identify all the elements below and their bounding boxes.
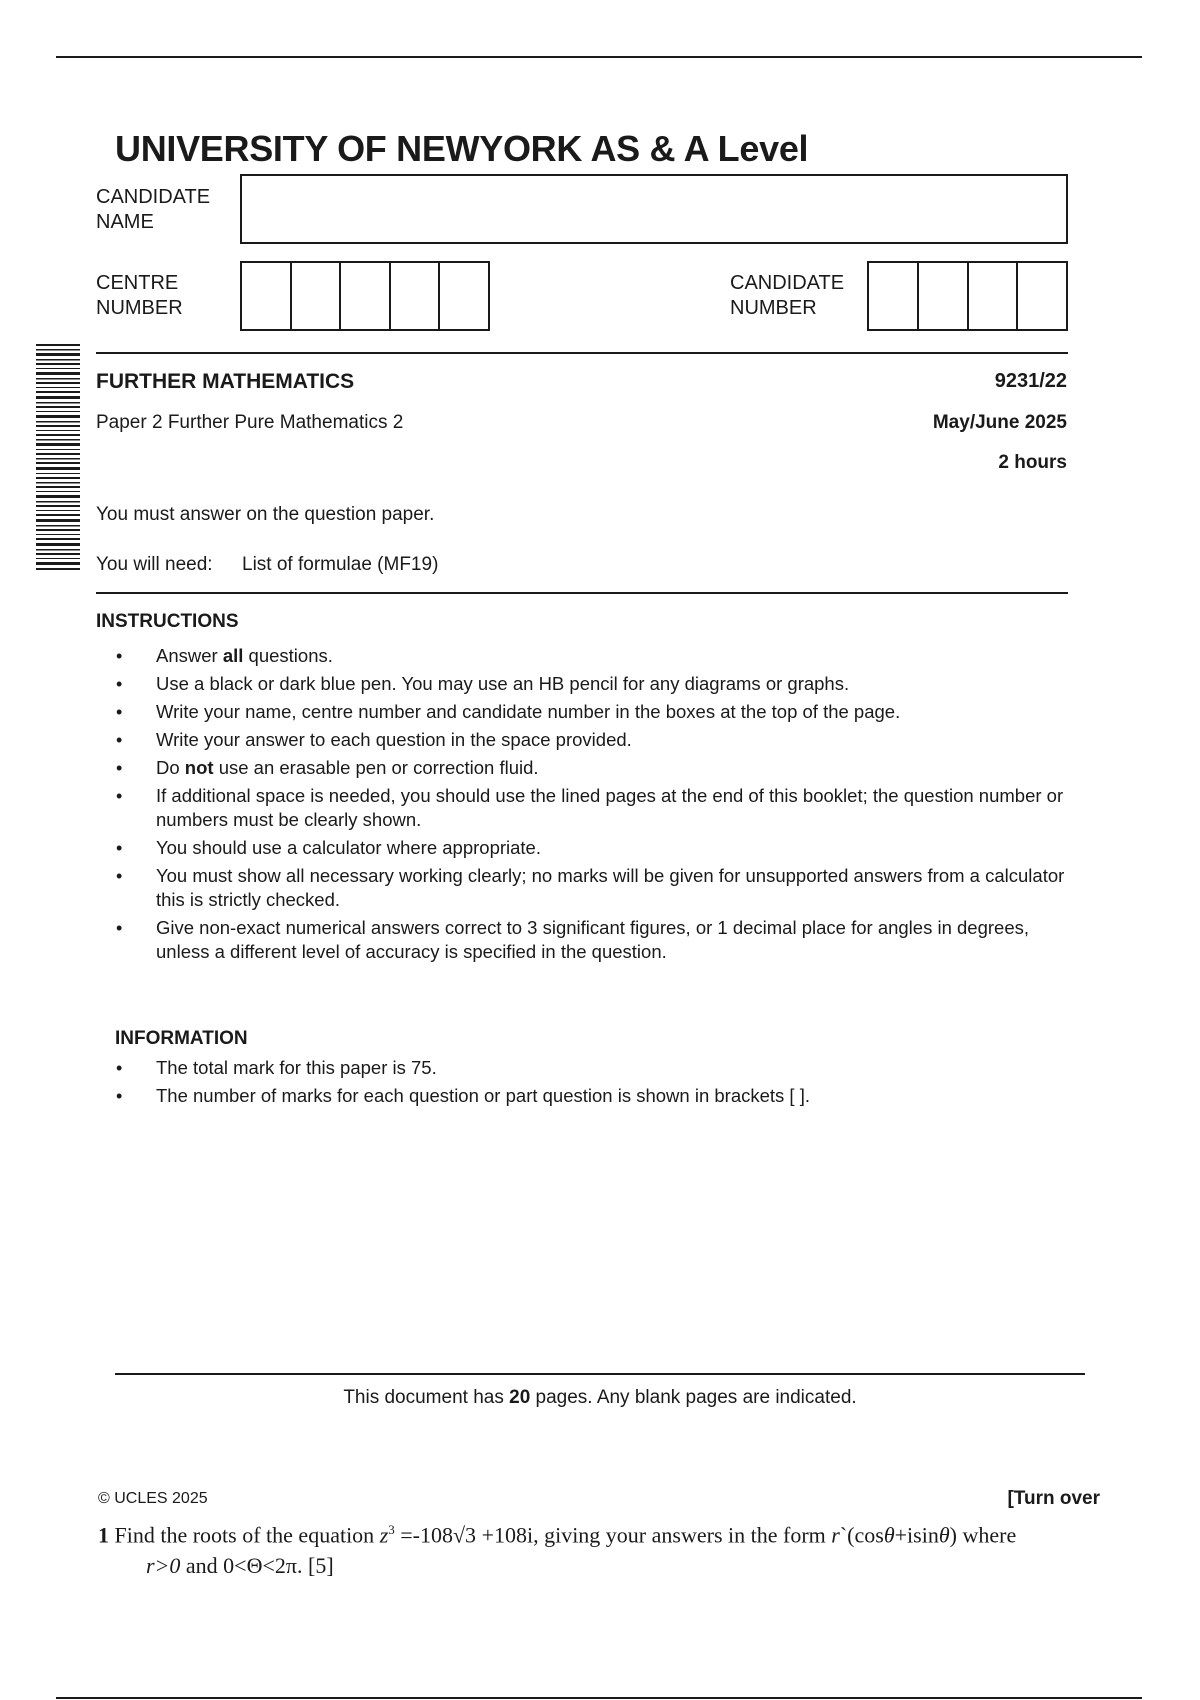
centre-number-label (96, 271, 183, 321)
copyright: © UCLES 2025 (98, 1490, 208, 1507)
candidate-name-label-line2: NAME (96, 211, 154, 233)
bottom-rule (56, 1697, 1142, 1699)
instruction-item: • Write your name, centre number and candidate number in the boxes at the top of the page. (116, 700, 1066, 724)
exam-session: May/June 2025 (932, 412, 1067, 433)
candidate-number-digit[interactable] (919, 263, 969, 329)
centre-number-digit[interactable] (391, 263, 441, 329)
centre-number-label-line2: NUMBER (96, 297, 183, 319)
paper-code: 9231/22 (994, 370, 1067, 392)
candidate-number-label-line2: NUMBER (730, 297, 817, 319)
turn-over: [Turn over (1007, 1488, 1100, 1509)
candidate-number-label (730, 271, 844, 321)
header-rule (96, 352, 1068, 354)
information-list (116, 1056, 1066, 1108)
details-rule (96, 592, 1068, 594)
candidate-number-digit[interactable] (969, 263, 1019, 329)
candidate-name-label-line1: CANDIDATE (96, 186, 211, 208)
page-title: UNIVERSITY OF NEWYORK AS & A Level (115, 128, 809, 169)
exam-duration: 2 hours (998, 452, 1067, 473)
sqrt-three: √3 (452, 1522, 477, 1548)
instruction-item: • Give non-exact numerical answers correct to 3 significant figures, or 1 decimal place for angles in degrees, unless a different level of accuracy is specified in the question. (116, 916, 1066, 964)
instruction-item: • Do not use an erasable pen or correction fluid. (116, 756, 1066, 780)
page-count-note: This document has 20 pages. Any blank pages are indicated. (343, 1387, 857, 1408)
top-rule (56, 56, 1142, 58)
information-item: • The total mark for this paper is 75. (116, 1056, 1066, 1080)
candidate-number-label-line1: CANDIDATE (730, 272, 845, 294)
instruction-item: • Use a black or dark blue pen. You may use an HB pencil for any diagrams or graphs. (116, 672, 1066, 696)
centre-number-digit[interactable] (242, 263, 292, 329)
candidate-number-field[interactable] (867, 261, 1068, 331)
need-items: List of formulae (MF19) (242, 554, 439, 575)
instruction-item: • You should use a calculator where appropriate. (116, 836, 1066, 860)
instruction-item: • You must show all necessary working clearly; no marks will be given for unsupported answers from a calculator this is strictly checked. (116, 864, 1066, 912)
candidate-name-field[interactable] (240, 174, 1068, 244)
paper-name: Paper 2 Further Pure Mathematics 2 (96, 412, 404, 433)
centre-number-label-line1: CENTRE (96, 272, 179, 294)
information-item: • The number of marks for each question or part question is shown in brackets [ ]. (116, 1084, 1066, 1108)
centre-number-digit[interactable] (440, 263, 488, 329)
question-number: 1 (98, 1522, 109, 1548)
question-1: 1 Find the roots of the equation $z^3 =-108√3 +108i$, giving your answers in the form r`(cosθ+isinθ) where r>0 and 0<Θ<2π. [5] (98, 1522, 1017, 1579)
instruction-item: • If additional space is needed, you should use the lined pages at the end of this booklet; the question number or numbers must be clearly shown. (116, 784, 1066, 832)
instruction-item: • Answer all questions. (116, 644, 1066, 668)
footer-rule (115, 1373, 1085, 1375)
candidate-number-digit[interactable] (869, 263, 919, 329)
instructions-list (116, 644, 1066, 964)
subject-title: FURTHER MATHEMATICS (96, 370, 355, 393)
information-heading: INFORMATION (115, 1028, 248, 1049)
answer-note: You must answer on the question paper. (96, 504, 435, 525)
centre-number-field[interactable] (240, 261, 490, 331)
candidate-number-digit[interactable] (1018, 263, 1066, 329)
centre-number-digit[interactable] (292, 263, 342, 329)
instruction-item: • Write your answer to each question in the space provided. (116, 728, 1066, 752)
centre-number-digit[interactable] (341, 263, 391, 329)
need-label: You will need: (96, 554, 213, 575)
barcode-icon (36, 344, 80, 574)
candidate-name-label (96, 185, 210, 235)
instructions-heading: INSTRUCTIONS (96, 611, 239, 632)
